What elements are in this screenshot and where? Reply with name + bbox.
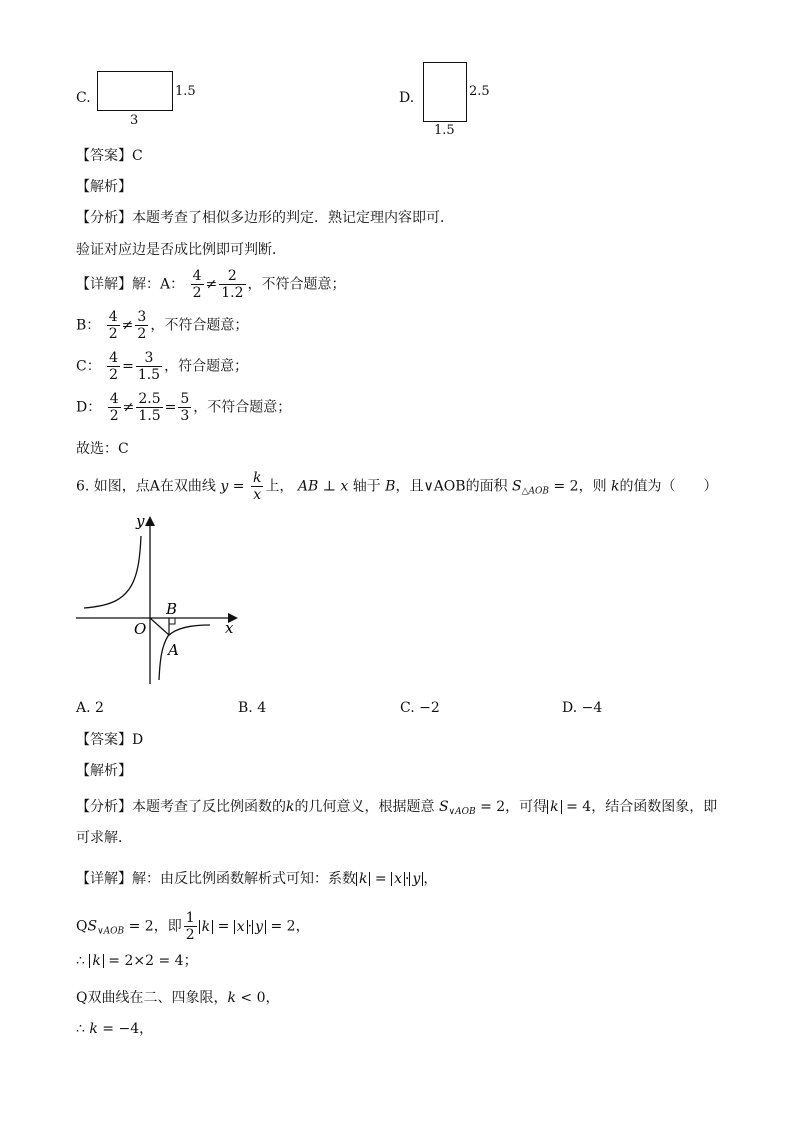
fenxi-6-line2: 可求解． [76,830,132,846]
verify-5: 验证对应边是否成比例即可判断． [76,242,286,258]
fenxi-5: 【分析】本题考查了相似多边形的判定．熟记定理内容即可． [76,210,454,226]
jiexi-5: 【解析】 [76,179,132,195]
detail-5-c: C： $\frac{4}{2}$ = $\frac{3}{1.5}$ ，符合题意； [76,350,249,383]
option-c-height-label: 1.5 [175,84,196,99]
option-c-label: C. [76,90,91,106]
question-6: 6. 如图，点A在双曲线 y = $\frac{k}{x}$ 上， AB ⊥ x 轴于 B，且∨AOB的面积 $S_{\triangle AOB} = 2$，则 k的值为（ ） [76,470,718,503]
right-angle-mark [169,618,175,624]
hyperbola-branch-upper-left [84,536,141,608]
choice-d: D. −4 [562,700,603,716]
detail-6-line3: ∴ k = 2×2 = 4； [76,953,198,969]
detail-6-line4: Q双曲线在二、四象限，k < 0， [76,990,280,1006]
fenxi-6-line1: 【分析】本题考查了反比例函数的k的几何意义，根据题意 $S_{\vee AOB} = 2$，可得 k = 4，结合函数图象，即 [76,799,718,817]
graph-label-o: O [134,620,147,638]
detail-6-line2: $QS_{\vee AOB} = 2$，即 $\frac{1}{2}$ k = x · y = 2， [76,910,310,943]
choice-a: A. 2 [76,700,104,716]
detail-5-b: B： $\frac{4}{2}$ ≠ $\frac{3}{2}$ ，不符合题意； [76,309,249,342]
detail-5-a: 【详解】解：A： $\frac{4}{2}$ ≠ $\frac{2}{1.2}$ ，不符合题意； [76,268,346,301]
option-d-width-label: 1.5 [434,123,455,138]
graph-label-y: y [136,512,145,530]
graph-label-a: A [168,641,179,659]
answer-5: 【答案】C [76,148,143,164]
hyperbola-graph [70,508,250,688]
option-c-rectangle [97,71,173,111]
detail-6-line1: 【详解】解：由反比例函数解析式可知：系数 k = x · y ， [76,871,438,887]
y-axis-arrow [145,516,155,526]
option-d-rectangle [423,62,467,122]
choice-c: C. −2 [400,700,440,716]
option-c-width-label: 3 [130,113,139,128]
answer-6: 【答案】D [76,732,144,748]
graph-label-x: x [225,619,234,637]
graph-label-b: B [166,600,178,618]
guxuan-5: 故选：C [76,441,129,457]
segment-oa [150,618,169,635]
option-d-height-label: 2.5 [469,84,490,99]
detail-6-line5: ∴ k = −4， [76,1021,154,1037]
jiexi-6: 【解析】 [76,763,132,779]
option-d-label: D. [399,90,415,106]
detail-5-d: D： $\frac{4}{2}$ ≠ $\frac{2.5}{1.5}$ = $\frac{5}{3}$ ，不符合题意； [76,391,292,424]
choice-b: B. 4 [238,700,267,716]
